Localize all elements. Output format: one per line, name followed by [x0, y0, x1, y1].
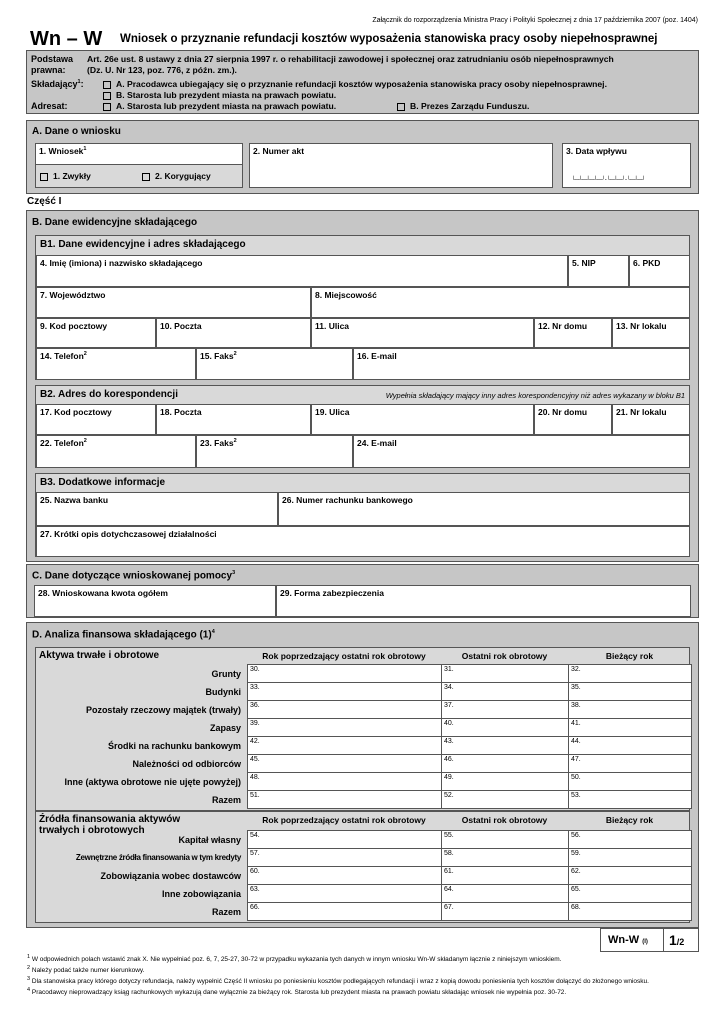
- footnote: $^3$ Dla stanowiska pracy którego dotyczy refundacja, należy wypełnić Część II wniosku po poniesieniu kosztów podlegających refundacji i wraz z kopią dowodu poniesienia tych kosztów dołączyć do złożonego wniosku.: [27, 976, 649, 986]
- assets-value-cell[interactable]: 39.: [247, 718, 442, 737]
- assets-value-cell[interactable]: 40.: [441, 718, 569, 737]
- section-b: [26, 210, 699, 562]
- field-forma-zabezpieczenia[interactable]: 29. Forma zabezpieczenia: [276, 585, 691, 617]
- submitter-option-a[interactable]: A. Pracodawca ubiegający się o przyznanie refundacji kosztów wyposażenia stanowiska pracy osoby niepełnosprawnej.: [103, 79, 607, 89]
- basis-text: Art. 26e ust. 8 ustawy z dnia 27 sierpnia 1997 r. o rehabilitacji zawodowej i społecznej oraz zatrudnianiu osób niepełnosprawnych (Dz. U. Nr 123, poz. 776, z późn. zm.).: [87, 54, 614, 75]
- assets-value-cell[interactable]: 49.: [441, 772, 569, 791]
- sources-value-cell[interactable]: 62.: [568, 866, 692, 885]
- assets-value-cell[interactable]: 33.: [247, 682, 442, 701]
- page-badge: [600, 928, 699, 952]
- assets-value-cell[interactable]: 50.: [568, 772, 692, 791]
- field-pkd[interactable]: 6. PKD: [629, 255, 690, 287]
- assets-column-header: Ostatni rok obrotowy: [461, 651, 548, 661]
- sources-column-header: Ostatni rok obrotowy: [461, 815, 548, 825]
- assets-row-label: Budynki: [205, 687, 241, 697]
- sources-value-cell[interactable]: 59.: [568, 848, 692, 867]
- form-title: Wniosek o przyznanie refundacji kosztów wyposażenia stanowiska pracy osoby niepełnosprawnej: [120, 33, 658, 45]
- assets-value-cell[interactable]: 44.: [568, 736, 692, 755]
- submitter-option-b[interactable]: B. Starosta lub prezydent miasta na prawach powiatu.: [103, 90, 336, 100]
- assets-row-label: Pozostały rzeczowy majątek (trwały): [85, 705, 241, 715]
- assets-block: [35, 647, 690, 811]
- data-wplywu-field[interactable]: 3. Data wpływu └─┴─┴─┴─┘-└─┴─┘-└─┴─┘: [562, 143, 691, 188]
- block-b2: [35, 385, 690, 468]
- submitter-label: Składający$^1$:: [31, 79, 84, 89]
- field-miejscowosc[interactable]: 8. Miejscowość: [311, 287, 690, 318]
- addressee-option-a[interactable]: A. Starosta lub prezydent miasta na prawach powiatu.: [103, 101, 336, 111]
- field-nr-lokalu[interactable]: 13. Nr lokalu: [612, 318, 690, 348]
- field-nazwa-banku[interactable]: 25. Nazwa banku: [36, 492, 278, 526]
- assets-value-cell[interactable]: 38.: [568, 700, 692, 719]
- field-ulica[interactable]: 11. Ulica: [311, 318, 534, 348]
- numer-akt-field[interactable]: 2. Numer akt: [249, 143, 553, 188]
- sources-row-label: Inne zobowiązania: [161, 889, 241, 899]
- sources-value-cell[interactable]: 55.: [441, 830, 569, 849]
- assets-value-cell[interactable]: 51.: [247, 790, 442, 809]
- assets-value-cell[interactable]: 52.: [441, 790, 569, 809]
- addressee-label: Adresat:: [31, 101, 68, 111]
- assets-value-cell[interactable]: 48.: [247, 772, 442, 791]
- wniosek-options: [36, 164, 242, 187]
- section-c: [26, 564, 699, 618]
- checkbox[interactable]: [103, 103, 111, 111]
- assets-row-label: Razem: [211, 795, 241, 805]
- b1-title: B1. Dane ewidencyjne i adres składającego: [40, 239, 246, 250]
- block-b1: [35, 235, 690, 380]
- assets-row-label: Należności od odbiorców: [132, 759, 241, 769]
- assets-row-label: Zapasy: [209, 723, 241, 733]
- assets-value-cell[interactable]: 43.: [441, 736, 569, 755]
- sources-column-header: Rok poprzedzający ostatni rok obrotowy: [262, 815, 426, 825]
- option-zwykly[interactable]: 1. Zwykły: [40, 171, 91, 181]
- assets-value-cell[interactable]: 32.: [568, 664, 692, 683]
- checkbox[interactable]: [103, 92, 111, 100]
- assets-value-cell[interactable]: 46.: [441, 754, 569, 773]
- field-email[interactable]: 16. E-mail: [353, 348, 690, 380]
- badge-code: Wn-W (I): [608, 934, 648, 946]
- section-b-title: B. Dane ewidencyjne składającego: [32, 217, 198, 228]
- sources-column-header: Bieżący rok: [605, 815, 654, 825]
- section-d-title: D. Analiza finansowa składającego $(1)^4$: [32, 629, 215, 641]
- field-nr-domu[interactable]: 12. Nr domu: [534, 318, 612, 348]
- b2-note: Wypełnia składający mający inny adres korespondencyjny niż adres wykazany w bloku B1: [385, 391, 685, 400]
- regulation-note: Załącznik do rozporządzenia Ministra Pracy i Polityki Społecznej z dnia 17 października 2007 (poz. 1404): [372, 17, 698, 24]
- field-kor-kod-pocztowy[interactable]: 17. Kod pocztowy: [36, 404, 156, 435]
- sources-row-label: Zewnętrzne źródła finansowania w tym kredyty: [75, 853, 241, 862]
- checkbox[interactable]: [397, 103, 405, 111]
- wniosek-field[interactable]: 1. Wniosek$^1$: [35, 143, 243, 188]
- section-c-title: C. Dane dotyczące wnioskowanej pomocy$^3$: [32, 570, 236, 582]
- sources-value-cell[interactable]: 65.: [568, 884, 692, 903]
- sources-row-label: Razem: [211, 907, 241, 917]
- badge-page: 1/2: [669, 932, 685, 948]
- date-mask: └─┴─┴─┴─┘-└─┴─┘-└─┴─┘: [571, 177, 646, 183]
- assets-column-header: Rok poprzedzający ostatni rok obrotowy: [262, 651, 426, 661]
- field-numer-rachunku[interactable]: 26. Numer rachunku bankowego: [278, 492, 690, 526]
- assets-value-cell[interactable]: 45.: [247, 754, 442, 773]
- section-a-title: A. Dane o wniosku: [32, 126, 121, 137]
- assets-value-cell[interactable]: 41.: [568, 718, 692, 737]
- assets-value-cell[interactable]: 42.: [247, 736, 442, 755]
- sources-row-label: Zobowiązania wobec dostawców: [100, 871, 241, 881]
- legal-basis-block: [26, 50, 699, 114]
- field-telefon[interactable]: 14. Telefon$^2$: [36, 348, 196, 380]
- field-kor-telefon[interactable]: 22. Telefon$^2$: [36, 435, 196, 468]
- sources-value-cell[interactable]: 63.: [247, 884, 442, 903]
- sources-value-cell[interactable]: 57.: [247, 848, 442, 867]
- field-kor-email[interactable]: 24. E-mail: [353, 435, 690, 468]
- footnote: $^4$ Pracodawcy nieprowadzący ksiąg rachunkowych wykazują dane wyłącznie za bieżący rok. Starosta lub prezydent miasta na prawach powiatu składając wniosek nie wypełnia poz. 30-72.: [27, 987, 567, 997]
- section-d: [26, 622, 699, 928]
- footnotes: [27, 953, 699, 998]
- sources-value-cell[interactable]: 61.: [441, 866, 569, 885]
- option-korygujacy[interactable]: 2. Korygujący: [142, 171, 211, 181]
- assets-value-cell[interactable]: 34.: [441, 682, 569, 701]
- field-kor-faks[interactable]: 23. Faks$^2$: [196, 435, 353, 468]
- basis-label: Podstawa prawna:: [31, 54, 74, 75]
- sources-value-cell[interactable]: 56.: [568, 830, 692, 849]
- assets-title: Aktywa trwałe i obrotowe: [39, 650, 160, 661]
- field-imie-nazwisko[interactable]: 4. Imię (imiona) i nazwisko składającego: [36, 255, 568, 287]
- field-nip[interactable]: 5. NIP: [568, 255, 629, 287]
- footnote: $^2$ Należy podać także numer kierunkowy.: [27, 965, 145, 975]
- section-a: [26, 120, 699, 194]
- field-kwota-ogolem[interactable]: 28. Wnioskowana kwota ogółem: [34, 585, 276, 617]
- field-kor-nr-lokalu[interactable]: 21. Nr lokalu: [612, 404, 690, 435]
- assets-value-cell[interactable]: 30.: [247, 664, 442, 683]
- assets-row-label: Inne (aktywa obrotowe nie ujęte powyżej): [64, 777, 241, 787]
- b2-title: B2. Adres do korespondencji: [40, 389, 178, 400]
- sources-row-label: Kapitał własny: [178, 835, 241, 845]
- field-kor-poczta[interactable]: 18. Poczta: [156, 404, 311, 435]
- checkbox[interactable]: [103, 81, 111, 89]
- checkbox[interactable]: [40, 173, 48, 181]
- assets-value-cell[interactable]: 47.: [568, 754, 692, 773]
- sources-value-cell[interactable]: 67.: [441, 902, 569, 921]
- checkbox[interactable]: [142, 173, 150, 181]
- assets-value-cell[interactable]: 31.: [441, 664, 569, 683]
- part-label: Część I: [27, 196, 62, 207]
- form-code: Wn – W: [30, 28, 103, 50]
- sources-value-cell[interactable]: 64.: [441, 884, 569, 903]
- field-kod-pocztowy[interactable]: 9. Kod pocztowy: [36, 318, 156, 348]
- sources-value-cell[interactable]: 54.: [247, 830, 442, 849]
- assets-value-cell[interactable]: 37.: [441, 700, 569, 719]
- sources-value-cell[interactable]: 60.: [247, 866, 442, 885]
- sources-value-cell[interactable]: 66.: [247, 902, 442, 921]
- footnote: $^1$ W odpowiednich polach wstawić znak X. Nie wypełniać poz. 6, 7, 25-27, 30-72 w przypadku wykazania tych danych w innym wniosku Wn-W składanym łącznie z niniejszym wnioskiem.: [27, 954, 562, 964]
- sources-block: [35, 811, 690, 923]
- assets-value-cell[interactable]: 35.: [568, 682, 692, 701]
- b3-title: B3. Dodatkowe informacje: [40, 477, 166, 488]
- assets-column-header: Bieżący rok: [605, 651, 654, 661]
- sources-title: Źródła finansowania aktywów trwałych i obrotowych: [39, 814, 181, 836]
- assets-value-cell[interactable]: 36.: [247, 700, 442, 719]
- sources-value-cell[interactable]: 68.: [568, 902, 692, 921]
- sources-value-cell[interactable]: 58.: [441, 848, 569, 867]
- field-wojewodztwo[interactable]: 7. Województwo: [36, 287, 311, 318]
- block-b3: [35, 473, 690, 557]
- field-poczta[interactable]: 10. Poczta: [156, 318, 311, 348]
- assets-row-label: Środki na rachunku bankowym: [107, 741, 241, 751]
- field-opis-dzialalnosci[interactable]: 27. Krótki opis dotychczasowej działalności: [36, 526, 690, 557]
- field-faks[interactable]: 15. Faks$^2$: [196, 348, 353, 380]
- field-kor-nr-domu[interactable]: 20. Nr domu: [534, 404, 612, 435]
- addressee-option-b[interactable]: B. Prezes Zarządu Funduszu.: [397, 101, 529, 111]
- assets-value-cell[interactable]: 53.: [568, 790, 692, 809]
- field-kor-ulica[interactable]: 19. Ulica: [311, 404, 534, 435]
- assets-row-label: Grunty: [211, 669, 241, 679]
